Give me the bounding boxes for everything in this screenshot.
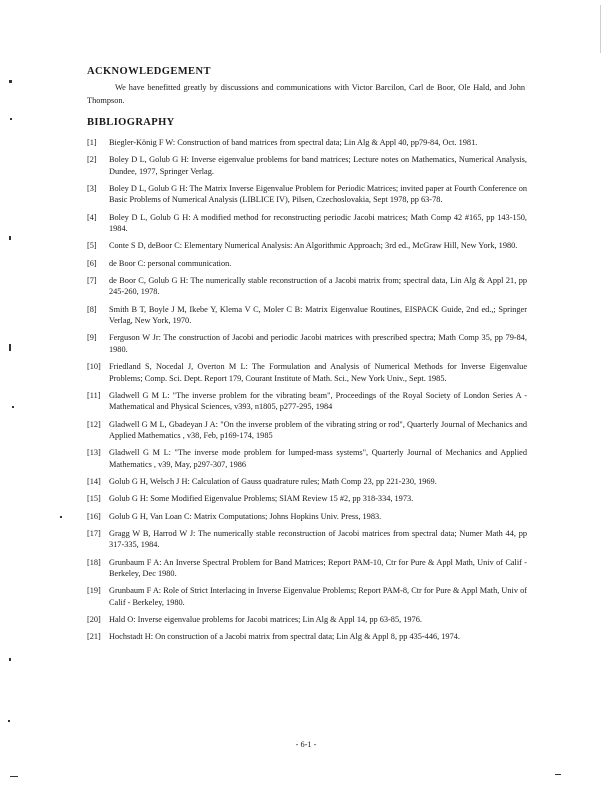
reference-text: Hochstadt H: On construction of a Jacobi matrix from spectral data; Lin Alg & Appl 8, pp 435-446, 1974. [109,632,460,642]
reference-number: [17] [87,528,101,538]
reference-text: Conte S D, deBoor C: Elementary Numerical Analysis: An Algorithmic Approach; 3rd ed., McGraw Hill, New York, 1980. [109,241,518,251]
reference-item [87,304,527,327]
reference-item [87,240,527,251]
reference-number: [6] [87,258,97,268]
scan-speck [9,80,12,83]
reference-item [87,585,527,608]
reference-item [87,154,527,177]
reference-item [87,275,527,298]
reference-number: [10] [87,362,101,372]
reference-text: Golub G H, Van Loan C: Matrix Computations; Johns Hopkins Univ. Press, 1983. [109,511,382,521]
reference-item [87,332,527,355]
reference-number: [12] [87,419,101,429]
reference-item [87,361,527,384]
scan-speck [10,776,18,777]
reference-number: [14] [87,476,101,486]
reference-number: [7] [87,276,97,285]
reference-item [87,631,527,642]
reference-text: Hald O: Inverse eigenvalue problems for Jacobi matrices; Lin Alg & Appl 14, pp 63-85, 1976. [109,614,422,624]
reference-text: Gladwell G M L: "The inverse problem for the vibrating beam", Proceedings of the Royal Society of London Series A - Mathematical and Physical Sciences, v393, n1805, p277-295, 1984 [109,390,527,412]
reference-number: [16] [87,511,101,521]
scan-speck [60,516,62,518]
reference-item [87,183,527,206]
reference-text: Grunbaum F A: Role of Strict Interlacing in Inverse Eigenvalue Problems; Report PAM-8, Ctr for Pure & Appl Math, Univ of Calif - Berkeley, 1980. [109,586,527,607]
reference-item [87,614,527,625]
reference-item [87,258,527,269]
reference-number: [9] [87,333,97,343]
reference-text: de Boor C: personal communication. [109,258,232,268]
reference-text: Friedland S, Nocedal J, Overton M L: The Formulation and Analysis of Numerical Methods for Inverse Eigenvalue Problems; Comp. Sci. Dept. Report 179, Courant Institute of Math. Sci., New York Univ., Sept. 1985. [109,362,527,383]
acknowledgement-text: We have benefitted greatly by discussions and communications with Victor Barcilon, Carl de Boor, Ole Hald, and John Thompson. [87,83,525,105]
reference-text: Boley D L, Golub G H: A modified method for reconstructing periodic Jacobi matrices; Math Comp 42 #165, pp 143-150, 1984. [109,212,527,234]
scan-speck [9,236,11,240]
reference-text: Golub G H, Welsch J H: Calculation of Gauss quadrature rules; Math Comp 23, pp 221-230, 1969. [109,476,437,486]
reference-text: Biegler-König F W: Construction of band matrices from spectral data; Lin Alg & Appl 40, pp79-84, Oct. 1981. [109,138,478,147]
bibliography-list [87,137,527,649]
reference-number: [15] [87,494,101,504]
reference-text: Gladwell G M L, Gbadeyan J A: "On the inverse problem of the vibrating string or rod", Quarterly Journal of Mechanics and Applied Mathematics , v38, Feb, p169-174, 1985 [109,419,527,440]
scan-speck [8,720,10,722]
reference-number: [2] [87,155,97,165]
reference-number: [8] [87,304,97,314]
scan-speck [555,774,561,775]
reference-item [87,557,527,580]
reference-number: [11] [87,390,101,400]
reference-number: [19] [87,586,101,596]
scan-speck [600,5,601,53]
reference-number: [5] [87,241,97,251]
acknowledgement-heading: ACKNOWLEDGEMENT [87,66,211,77]
reference-item [87,212,527,235]
scan-speck [9,658,11,661]
reference-number: [3] [87,184,97,193]
reference-text: Smith B T, Boyle J M, Ikebe Y, Klema V C, Moler C B: Matrix Eigenvalue Routines, EISPACK Guide, 2nd ed.,; Springer Verlag, New York, 1970. [109,304,527,326]
reference-text: Boley D L, Golub G H: Inverse eigenvalue problems for band matrices; Lecture notes on Mathematics, Numerical Analysis, Dundee, 1977, Springer Verlag. [109,155,527,176]
reference-number: [18] [87,557,101,567]
reference-text: Golub G H: Some Modified Eigenvalue Problems; SIAM Review 15 #2, pp 318-334, 1973. [109,494,414,504]
reference-item [87,390,527,413]
reference-text: Gladwell G M L: "The inverse mode problem for lumped-mass systems", Quarterly Journal of Mechanics and Applied Mathematics , v39, May, p297-307, 1986 [109,448,527,469]
reference-text: Ferguson W Jr: The construction of Jacobi and periodic Jacobi matrices with prescribed spectra; Math Comp 35, pp 79-84, 1980. [109,333,527,354]
reference-item [87,419,527,442]
reference-text: Gragg W B, Harrod W J: The numerically stable reconstruction of Jacobi matrices from spectral data; Numer Math 44, pp 317-335, 1984. [109,528,527,550]
reference-item [87,528,527,551]
bibliography-heading: BIBLIOGRAPHY [87,117,175,128]
reference-text: Boley D L, Golub G H: The Matrix Inverse Eigenvalue Problem for Periodic Matrices; invited paper at Fourth Conference on Basic Problems of Numerical Analysis (LIBLICE IV), Pilsen, Czechoslovakia, Sept 1978, pp 63-78. [109,184,527,205]
reference-item [87,447,527,470]
reference-item [87,493,527,504]
reference-number: [4] [87,212,97,222]
scan-speck [9,344,11,351]
reference-text: de Boor C, Golub G H: The numerically stable reconstruction of a Jacobi matrix from; spectral data, Lin Alg & Appl 21, pp 245-260, 1978. [109,276,527,297]
reference-number: [1] [87,138,97,147]
reference-item [87,476,527,487]
reference-item [87,511,527,522]
scan-speck [10,118,12,120]
scan-speck [12,406,14,408]
reference-number: [20] [87,614,101,624]
reference-number: [21] [87,632,101,642]
reference-text: Grunbaum F A: An Inverse Spectral Problem for Band Matrices; Report PAM-10, Ctr for Pure & Appl Math, Univ of Calif - Berkeley, Dec 1980. [109,557,527,578]
page-number: - 6-1 - [295,740,317,749]
reference-number: [13] [87,448,101,458]
reference-item [87,137,527,148]
